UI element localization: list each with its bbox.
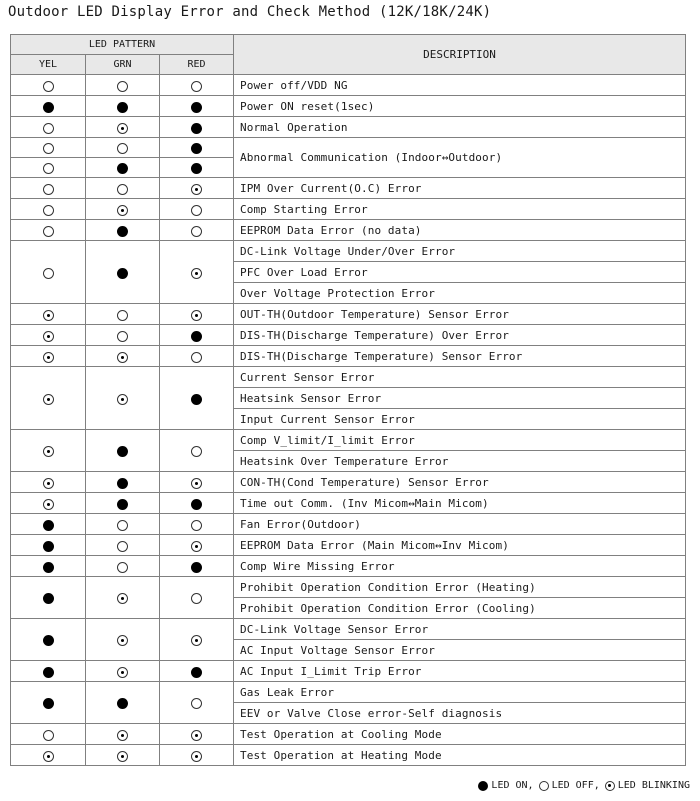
table-row [11, 117, 686, 138]
red-led-cell [160, 325, 234, 346]
led-blinking-icon [43, 478, 54, 489]
led-blinking-icon [117, 751, 128, 762]
led-off-icon [117, 331, 128, 342]
yel-led-cell [11, 138, 86, 158]
table-row [11, 138, 686, 158]
grn-led-cell [86, 138, 160, 158]
led-blinking-icon [117, 205, 128, 216]
page-title: Outdoor LED Display Error and Check Method (12K/18K/24K) [8, 4, 492, 20]
grn-led-cell [86, 514, 160, 535]
led-blinking-icon [117, 394, 128, 405]
description-cell: DC-Link Voltage Under/Over Error [234, 241, 686, 262]
led-blinking-icon [117, 123, 128, 134]
description-cell: DIS-TH(Discharge Temperature) Sensor Error [234, 346, 686, 367]
yel-led-cell [11, 241, 86, 304]
led-blinking-icon [191, 751, 202, 762]
led-on-icon [43, 593, 54, 604]
yel-led-cell [11, 535, 86, 556]
description-cell: Gas Leak Error [234, 682, 686, 703]
table-row [11, 178, 686, 199]
description-cell: Prohibit Operation Condition Error (Heating) [234, 577, 686, 598]
yel-led-cell [11, 220, 86, 241]
grn-led-cell [86, 535, 160, 556]
yel-led-cell [11, 178, 86, 199]
red-led-cell [160, 138, 234, 158]
red-led-cell [160, 661, 234, 682]
led-off-icon [191, 226, 202, 237]
yel-led-cell [11, 745, 86, 766]
yel-led-cell [11, 430, 86, 472]
led-blinking-icon [191, 310, 202, 321]
grn-led-cell [86, 158, 160, 178]
led-on-icon [191, 562, 202, 573]
led-off-icon [191, 446, 202, 457]
led-blinking-icon [117, 352, 128, 363]
led-off-icon [117, 143, 128, 154]
led-blinking-icon [43, 310, 54, 321]
description-cell: EEPROM Data Error (no data) [234, 220, 686, 241]
table-row [11, 577, 686, 598]
yel-led-cell [11, 117, 86, 138]
led-on-icon [117, 102, 128, 113]
yel-led-cell [11, 158, 86, 178]
led-off-icon [43, 81, 54, 92]
description-cell: EEPROM Data Error (Main Micom↔Inv Micom) [234, 535, 686, 556]
led-on-icon [191, 102, 202, 113]
description-cell: IPM Over Current(O.C) Error [234, 178, 686, 199]
yel-led-cell [11, 367, 86, 430]
description-cell: DIS-TH(Discharge Temperature) Over Error [234, 325, 686, 346]
yel-led-cell [11, 199, 86, 220]
led-on-icon [117, 478, 128, 489]
table-row [11, 556, 686, 577]
yel-led-cell [11, 325, 86, 346]
yel-led-cell [11, 493, 86, 514]
grn-led-cell [86, 493, 160, 514]
led-on-icon [117, 499, 128, 510]
yel-led-cell [11, 619, 86, 661]
led-blinking-icon [117, 593, 128, 604]
table-row [11, 430, 686, 451]
description-cell: CON-TH(Cond Temperature) Sensor Error [234, 472, 686, 493]
description-cell: Prohibit Operation Condition Error (Cooling) [234, 598, 686, 619]
legend-blink-label: LED BLINKING [617, 780, 690, 791]
description-cell: Test Operation at Cooling Mode [234, 724, 686, 745]
led-pattern-table [10, 34, 686, 766]
table-row [11, 220, 686, 241]
grn-led-cell [86, 346, 160, 367]
yel-led-cell [11, 577, 86, 619]
led-off-icon [117, 562, 128, 573]
led-blinking-icon [43, 394, 54, 405]
grn-led-cell [86, 724, 160, 745]
led-on-icon [191, 163, 202, 174]
yel-led-cell [11, 514, 86, 535]
led-on-icon [117, 446, 128, 457]
led-blinking-icon [117, 730, 128, 741]
grn-led-cell [86, 556, 160, 577]
table-row [11, 199, 686, 220]
grn-led-cell [86, 325, 160, 346]
yel-led-cell [11, 661, 86, 682]
led-blinking-icon [191, 730, 202, 741]
description-cell: Over Voltage Protection Error [234, 283, 686, 304]
grn-led-cell [86, 117, 160, 138]
led-blinking-icon [43, 446, 54, 457]
description-cell: Fan Error(Outdoor) [234, 514, 686, 535]
led-on-icon [191, 499, 202, 510]
table-row [11, 661, 686, 682]
table-row [11, 472, 686, 493]
yel-led-cell [11, 96, 86, 117]
led-on-icon [191, 331, 202, 342]
description-cell: Normal Operation [234, 117, 686, 138]
led-off-icon [191, 520, 202, 531]
led-off-icon [117, 541, 128, 552]
red-led-cell [160, 577, 234, 619]
description-cell: Power ON reset(1sec) [234, 96, 686, 117]
description-cell: Comp V_limit/I_limit Error [234, 430, 686, 451]
table-row [11, 346, 686, 367]
led-on-icon [117, 163, 128, 174]
grn-led-cell [86, 75, 160, 96]
grn-led-cell [86, 577, 160, 619]
red-led-cell [160, 367, 234, 430]
red-led-cell [160, 178, 234, 199]
description-cell: Input Current Sensor Error [234, 409, 686, 430]
table-row [11, 367, 686, 388]
led-on-icon [43, 635, 54, 646]
led-blinking-icon [117, 635, 128, 646]
grn-led-cell [86, 430, 160, 472]
description-cell: Heatsink Over Temperature Error [234, 451, 686, 472]
led-blinking-icon [191, 478, 202, 489]
grn-led-cell [86, 619, 160, 661]
description-cell: EEV or Valve Close error-Self diagnosis [234, 703, 686, 724]
grn-led-cell [86, 96, 160, 117]
led-off-icon [117, 520, 128, 531]
yel-led-cell [11, 556, 86, 577]
led-off-icon [191, 81, 202, 92]
red-led-cell [160, 96, 234, 117]
table-row [11, 325, 686, 346]
led-blinking-icon [605, 781, 615, 791]
description-cell: Abnormal Communication (Indoor↔Outdoor) [234, 138, 686, 178]
table-body [11, 75, 686, 766]
led-on-icon [43, 698, 54, 709]
led-on-icon [117, 226, 128, 237]
description-cell: Time out Comm. (Inv Micom↔Main Micom) [234, 493, 686, 514]
led-off-icon [43, 730, 54, 741]
table-row [11, 241, 686, 262]
description-cell: Heatsink Sensor Error [234, 388, 686, 409]
led-off-icon [117, 310, 128, 321]
led-blinking-icon [191, 541, 202, 552]
led-on-icon [43, 562, 54, 573]
grn-led-cell [86, 199, 160, 220]
red-led-cell [160, 220, 234, 241]
red-led-cell [160, 472, 234, 493]
led-blinking-icon [43, 499, 54, 510]
grn-led-cell [86, 241, 160, 304]
description-cell: PFC Over Load Error [234, 262, 686, 283]
table-row [11, 535, 686, 556]
led-blinking-icon [191, 268, 202, 279]
table-row [11, 96, 686, 117]
led-pattern-header: LED PATTERN [11, 35, 234, 55]
table-row [11, 682, 686, 703]
led-blinking-icon [43, 352, 54, 363]
yel-led-cell [11, 304, 86, 325]
led-on-icon [117, 268, 128, 279]
legend [478, 780, 690, 791]
table-row [11, 745, 686, 766]
description-header: DESCRIPTION [234, 35, 686, 75]
red-led-cell [160, 75, 234, 96]
led-off-icon [117, 81, 128, 92]
table-row [11, 304, 686, 325]
red-led-cell [160, 619, 234, 661]
led-off-icon [43, 205, 54, 216]
grn-led-cell [86, 472, 160, 493]
led-off-icon [191, 352, 202, 363]
grn-led-cell [86, 682, 160, 724]
led-on-icon [117, 698, 128, 709]
yel-led-cell [11, 724, 86, 745]
led-off-icon [43, 163, 54, 174]
led-blinking-icon [43, 331, 54, 342]
description-cell: Comp Starting Error [234, 199, 686, 220]
description-cell: AC Input Voltage Sensor Error [234, 640, 686, 661]
legend-off-label: LED OFF, [551, 780, 600, 791]
led-off-icon [191, 698, 202, 709]
red-led-cell [160, 535, 234, 556]
led-blinking-icon [43, 751, 54, 762]
table-row [11, 724, 686, 745]
yel-led-cell [11, 346, 86, 367]
led-on-icon [43, 541, 54, 552]
yel-led-cell [11, 472, 86, 493]
grn-led-cell [86, 745, 160, 766]
led-off-icon [43, 268, 54, 279]
grn-header: GRN [86, 55, 160, 75]
led-off-icon [539, 781, 549, 791]
table-row [11, 75, 686, 96]
led-on-icon [191, 123, 202, 134]
grn-led-cell [86, 367, 160, 430]
led-off-icon [43, 123, 54, 134]
led-on-icon [191, 667, 202, 678]
yel-led-cell [11, 682, 86, 724]
grn-led-cell [86, 178, 160, 199]
led-on-icon [43, 520, 54, 531]
legend-on-label: LED ON, [491, 780, 534, 791]
description-cell: DC-Link Voltage Sensor Error [234, 619, 686, 640]
red-led-cell [160, 430, 234, 472]
red-header: RED [160, 55, 234, 75]
yel-header: YEL [11, 55, 86, 75]
description-cell: Test Operation at Heating Mode [234, 745, 686, 766]
red-led-cell [160, 117, 234, 138]
red-led-cell [160, 158, 234, 178]
led-on-icon [43, 102, 54, 113]
led-on-icon [191, 394, 202, 405]
table-row [11, 514, 686, 535]
led-off-icon [43, 226, 54, 237]
red-led-cell [160, 346, 234, 367]
table-row [11, 493, 686, 514]
description-cell: Current Sensor Error [234, 367, 686, 388]
red-led-cell [160, 514, 234, 535]
led-blinking-icon [191, 184, 202, 195]
red-led-cell [160, 304, 234, 325]
led-off-icon [191, 593, 202, 604]
red-led-cell [160, 682, 234, 724]
description-cell: Comp Wire Missing Error [234, 556, 686, 577]
red-led-cell [160, 199, 234, 220]
red-led-cell [160, 241, 234, 304]
led-blinking-icon [191, 635, 202, 646]
led-off-icon [43, 143, 54, 154]
led-off-icon [117, 184, 128, 195]
table-row [11, 619, 686, 640]
led-on-icon [43, 667, 54, 678]
description-cell: OUT-TH(Outdoor Temperature) Sensor Error [234, 304, 686, 325]
description-cell: AC Input I_Limit Trip Error [234, 661, 686, 682]
red-led-cell [160, 556, 234, 577]
led-on-icon [478, 781, 488, 791]
grn-led-cell [86, 220, 160, 241]
led-on-icon [191, 143, 202, 154]
red-led-cell [160, 745, 234, 766]
grn-led-cell [86, 661, 160, 682]
description-cell: Power off/VDD NG [234, 75, 686, 96]
red-led-cell [160, 493, 234, 514]
led-off-icon [191, 205, 202, 216]
red-led-cell [160, 724, 234, 745]
led-off-icon [43, 184, 54, 195]
grn-led-cell [86, 304, 160, 325]
led-blinking-icon [117, 667, 128, 678]
yel-led-cell [11, 75, 86, 96]
